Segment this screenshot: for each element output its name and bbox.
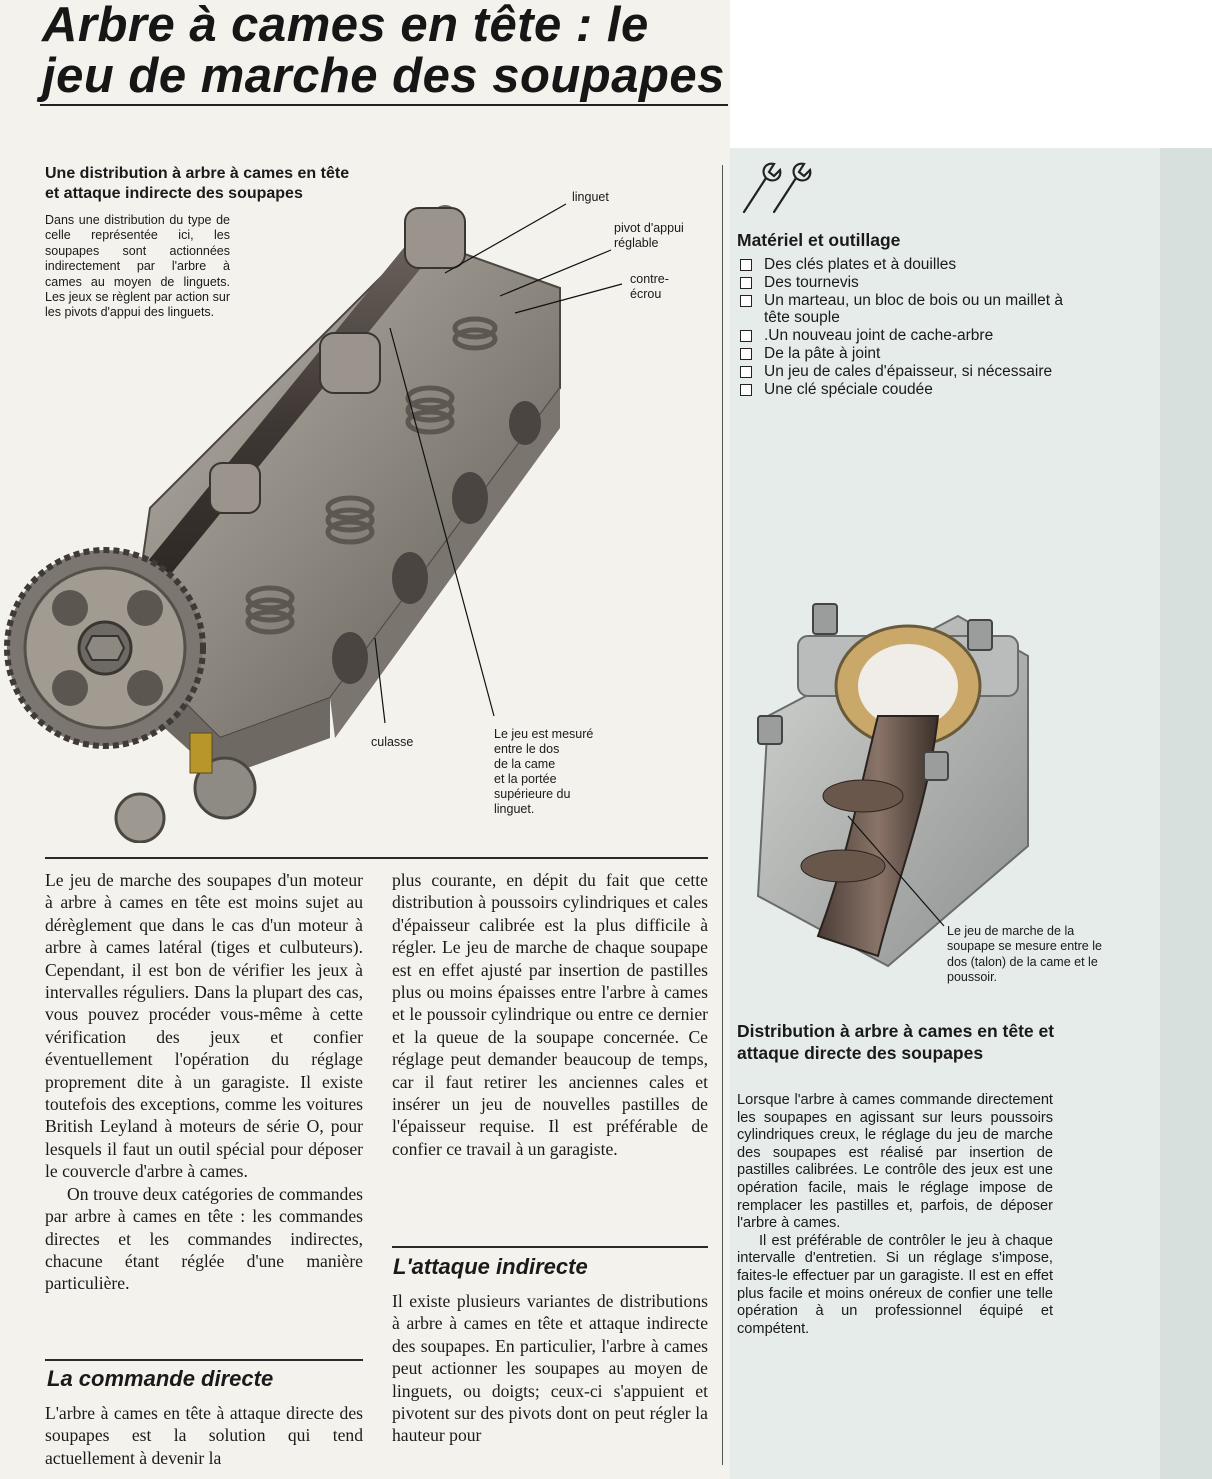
label-pivot-line1: pivot d'appui (614, 221, 684, 235)
body-top-rule (45, 857, 708, 859)
body-column-1b (45, 1402, 363, 1469)
materiel-item (738, 345, 1068, 363)
label-linguet: linguet (572, 190, 609, 204)
figure1-caption: Dans une distribution du type de celle représentée ici, les soupapes sont actionnées indirectement par l'arbre à cames au moyen de linguets. Les jeux se règlent par action sur les pivots d'appui des linguets. (45, 213, 230, 320)
label-jeu-line5: supérieure du (494, 787, 571, 801)
materiel-item (738, 256, 1068, 274)
materiel-item (738, 274, 1068, 292)
materiel-item-text: De la pâte à joint (764, 344, 881, 362)
figure1-heading-line2: et attaque indirecte des soupapes (45, 185, 303, 202)
label-jeu-mesure (494, 727, 593, 817)
checkbox-icon (740, 366, 752, 378)
label-jeu-line2: entre le dos (494, 742, 560, 756)
materiel-list (738, 256, 1068, 398)
right-section-heading: Distribution à arbre à cames en tête et attaque directe des soupapes (737, 1021, 1055, 1063)
label-jeu-line6: linguet. (494, 802, 535, 816)
materiel-item-text: Des tournevis (764, 273, 859, 291)
materiel-item-text: Un marteau, un bloc de bois ou un maillet à tête souple (764, 291, 1063, 327)
body-column-2 (392, 869, 708, 1160)
body-column-2b (392, 1290, 708, 1447)
timing-pulley (7, 550, 203, 746)
materiel-item (738, 327, 1068, 345)
col1-para2: On trouve deux catégories de commandes par arbre à cames en tête : les commandes directes et les commandes indirectes, chacune étant réglée d'une manière particulière. (45, 1183, 363, 1294)
label-contre-ecrou (630, 272, 669, 302)
col2-para1: plus courante, en dépit du fait que cette distribution à poussoirs cylindriques et cales d'épaisseur calibrée est la plus difficile à régler. Le jeu de marche de chaque soupape est en effet ajusté par insertion de pastilles plus ou moins épaisses entre l'arbre à cames et le poussoir cylindrique ou entre ce dernier et la queue de la soupape concernée. Ce réglage peut demander beaucoup de temps, car il faut retirer les anciennes cales et insérer un jeu de nouvelles pastilles de l'épaisseur requise. Il est préférable de confier ce travail à un garagiste. (392, 870, 708, 1159)
materiel-item (738, 363, 1068, 381)
wrench-icon (738, 160, 818, 216)
col1-para3: L'arbre à cames en tête à attaque directe des soupapes est la solution qui tend actuellement à devenir la (45, 1403, 363, 1468)
checkbox-icon (740, 259, 752, 271)
label-culasse: culasse (371, 735, 414, 749)
label-jeu-line3: de la came (494, 757, 556, 771)
label-contre-line1: contre- (630, 272, 669, 286)
header-right-area (730, 0, 1212, 148)
column-divider (722, 165, 723, 1465)
checkbox-icon (740, 384, 752, 396)
materiel-item-text: Un jeu de cales d'épaisseur, si nécessaire (764, 362, 1053, 380)
checkbox-icon (740, 295, 752, 307)
materiel-item (738, 292, 1068, 328)
col1-para1: Le jeu de marche des soupapes d'un moteur à arbre à cames en tête est moins sujet au dérèglement que dans le cas d'un moteur à arbre à cames latéral (tiges et culbuteurs). Cependant, il est bon de vérifier les jeux à intervalles réguliers. Dans la plupart des cas, vous pouvez procéder vous-même à cette vérification des jeux et confier éventuellement l'opération du réglage proprement dite à un garagiste. Il existe toutefois des exceptions, comme les voitures British Leyland à moteurs de série O, pour lesquels il faut un outil spécial pour déposer le couvercle d'arbre à cames. (45, 870, 363, 1182)
materiel-item-text: .Un nouveau joint de cache-arbre (764, 327, 994, 345)
checkbox-icon (740, 348, 752, 360)
page-edge-strip (1160, 148, 1212, 1479)
body-column-1 (45, 869, 363, 1295)
materiel-item-text: Une clé spéciale coudée (764, 380, 933, 398)
label-jeu-line4: et la portée (494, 772, 557, 786)
page-title (42, 0, 725, 102)
col2-para2: Il existe plusieurs variantes de distributions à arbre à cames en tête et attaque indirecte des soupapes. En particulier, l'arbre à cames peut actionner les soupapes au moyen de linguets, ou doigts; ceux-ci s'appuient et pivotent sur des pivots dont on peut régler la hauteur pour (392, 1291, 708, 1446)
cam-lobe (823, 780, 903, 812)
direct-attack-illustration (728, 596, 1158, 976)
cam-lobe (801, 850, 885, 882)
title-line-2: jeu de marche des soupapes (42, 49, 725, 103)
label-contre-line2: écrou (630, 287, 662, 301)
section-commande-directe: La commande directe (47, 1366, 274, 1391)
figure2-caption: Le jeu de marche de la soupape se mesure entre le dos (talon) de la came et le poussoir. (947, 924, 1102, 985)
materiel-item-text: Des clés plates et à douilles (764, 256, 957, 273)
checkbox-icon (740, 330, 752, 342)
label-pivot-line2: réglable (614, 236, 659, 250)
label-pivot (614, 221, 684, 251)
right-section-body (737, 1092, 1053, 1338)
materiel-item (738, 381, 1068, 399)
title-line-1: Arbre à cames en tête : le (42, 0, 649, 52)
label-jeu-line1: Le jeu est mesuré (494, 727, 594, 741)
section-attaque-indirecte: L'attaque indirecte (393, 1254, 588, 1279)
figure1-heading-line1: Une distribution à arbre à cames en tête (45, 165, 350, 182)
right-para2: Il est préférable de contrôler le jeu à chaque intervalle d'entretien. Si un réglage s'impose, faites-le effectuer par un garagiste. Il est en effet plus facile et moins onéreux de confier une telle opération à un professionnel équipé et compétent. (737, 1232, 1053, 1337)
cylinder-head-illustration (0, 178, 720, 843)
col1-section-rule (45, 1359, 363, 1361)
col2-section-rule (392, 1246, 708, 1248)
right-para1: Lorsque l'arbre à cames commande directement les soupapes en agissant sur leurs poussoirs cylindriques creux, le réglage du jeu de marche des soupapes est réalisé par insertion de pastilles calibrées. Le contrôle des jeux est une opération facile, mais le réglage impose de remplacer les pastilles et, parfois, de déposer l'arbre à cames. (737, 1092, 1053, 1232)
materiel-heading: Matériel et outillage (737, 230, 901, 250)
checkbox-icon (740, 277, 752, 289)
title-rule (40, 104, 728, 106)
